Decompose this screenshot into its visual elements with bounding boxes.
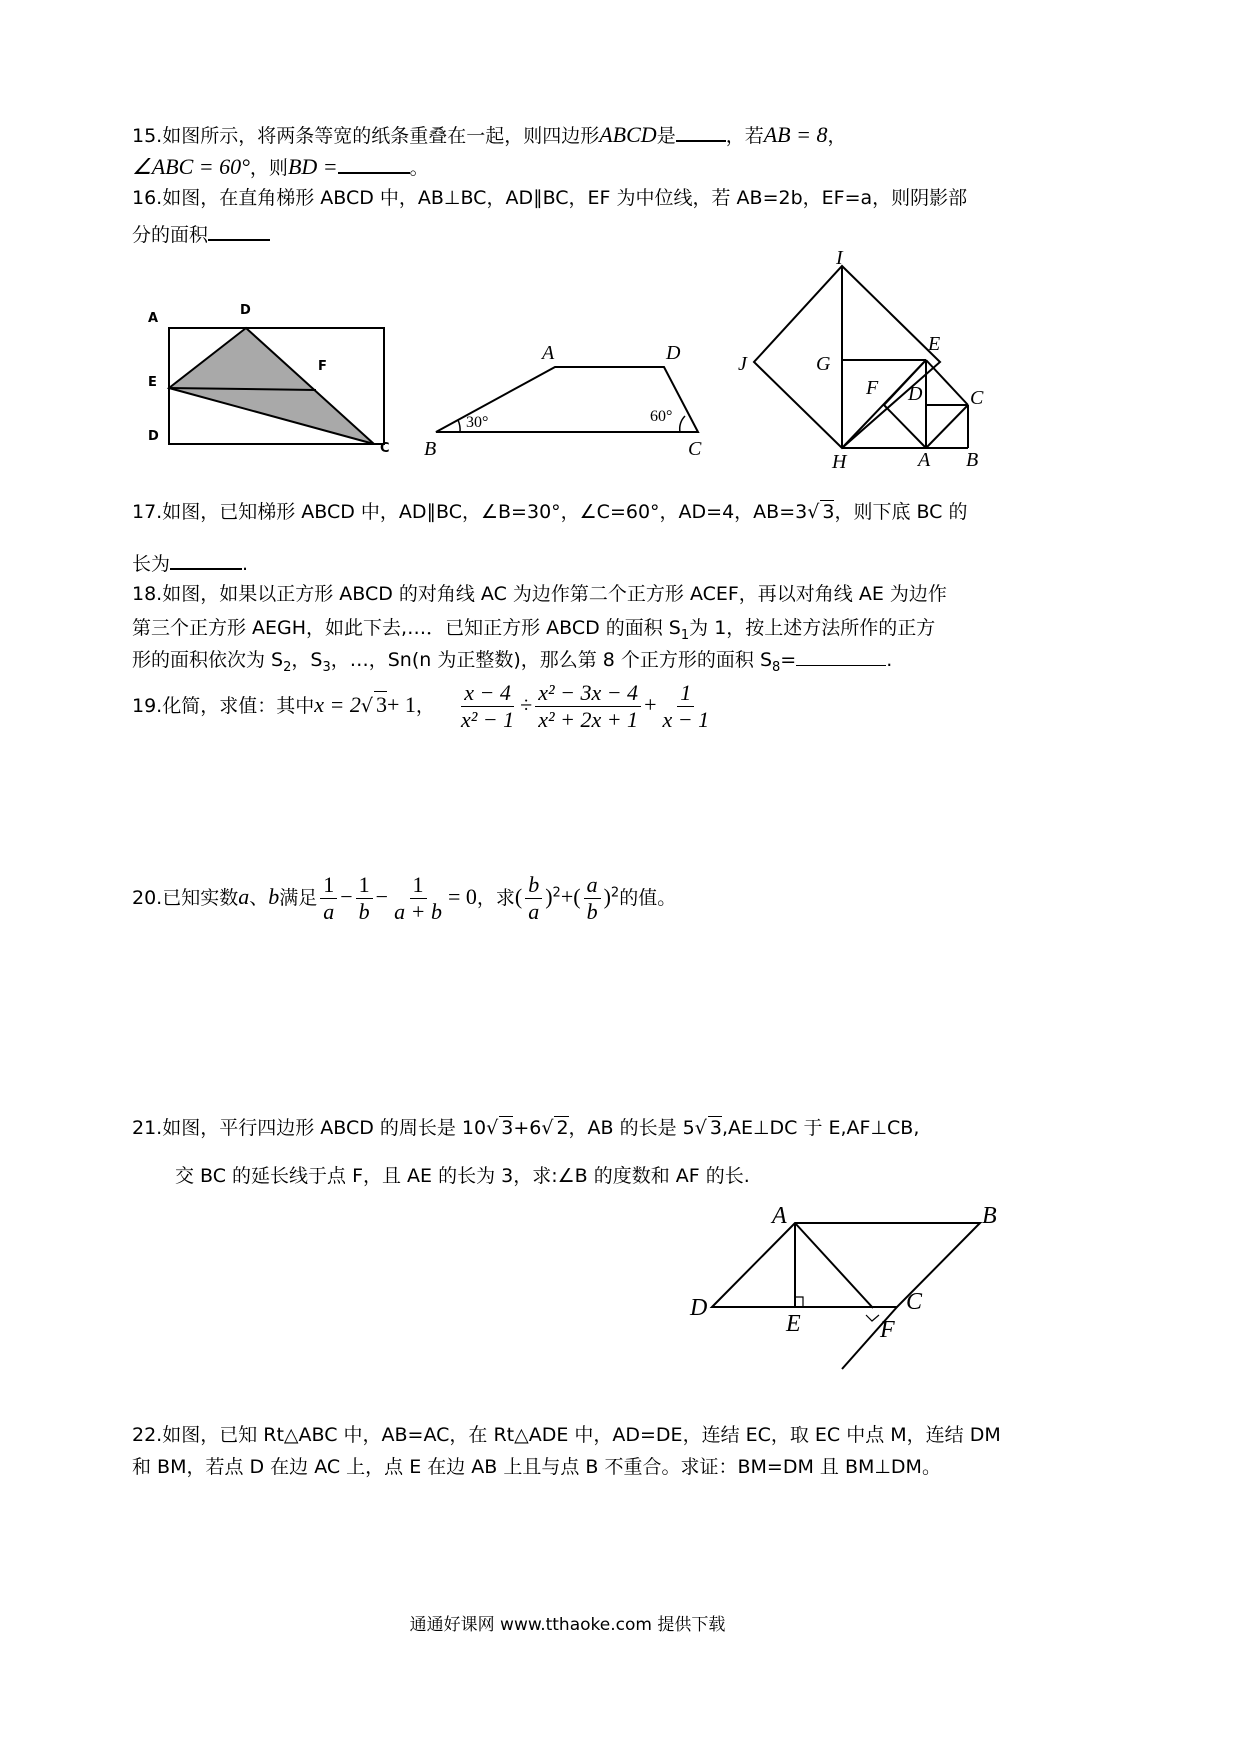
text: 19.化简，求值：其中 xyxy=(132,695,315,717)
label-j: J xyxy=(738,353,747,375)
denominator: b xyxy=(358,899,370,924)
fraction-1-over-a-plus-b xyxy=(391,872,445,925)
sqrt-symbol: √ xyxy=(807,501,820,523)
fraction-3 xyxy=(659,680,712,733)
numerator: 1 xyxy=(320,872,337,899)
text: +6 xyxy=(513,1117,542,1139)
paren: ( xyxy=(573,884,581,909)
text: 第三个正方形 AEGH，如此下去,…．已知正方形 ABCD 的面积 S xyxy=(132,617,681,639)
label-f: F xyxy=(866,377,879,399)
radicand: 2 xyxy=(556,1117,569,1139)
text: ，…，Sn(n 为正整数)，那么第 8 个正方形的面积 S xyxy=(330,649,773,671)
text: ，则下底 BC 的 xyxy=(834,501,968,523)
divide-sign: ÷ xyxy=(520,692,533,717)
problem-20 xyxy=(132,872,676,925)
text: ,AE⊥DC 于 E,AF⊥CB, xyxy=(721,1117,920,1139)
minus-sign: − xyxy=(340,884,353,909)
radicand: 3 xyxy=(375,692,387,717)
figure-16 xyxy=(140,290,400,465)
text: 20.已知实数 xyxy=(132,887,239,909)
text: 形的面积依次为 S xyxy=(132,649,284,671)
angle-arc-b xyxy=(458,420,460,432)
label-f: F xyxy=(318,359,327,374)
label-b: B xyxy=(424,438,437,460)
line-ac xyxy=(926,405,968,448)
fraction-b-over-a xyxy=(525,872,542,925)
label-e: E xyxy=(148,375,157,390)
problem-number: 15. xyxy=(132,125,163,147)
sqrt-symbol: √ xyxy=(486,1117,499,1139)
line-ec xyxy=(926,360,968,405)
subscript: 1 xyxy=(680,627,690,643)
problem-18-line-2 xyxy=(132,616,935,648)
math-b: b xyxy=(268,884,280,909)
text: 的值。 xyxy=(619,887,677,909)
text: ，则 xyxy=(249,157,288,179)
text: ，若 xyxy=(725,125,764,147)
angle-b-text: 30° xyxy=(466,414,489,431)
plus-sign: + xyxy=(560,884,574,909)
line-af xyxy=(795,1223,873,1308)
numerator: 1 xyxy=(410,872,427,899)
problem-17-line-1 xyxy=(132,500,967,524)
answer-blank xyxy=(208,221,270,241)
text: 。 xyxy=(409,157,429,179)
superscript: 2 xyxy=(610,885,620,901)
label-h: H xyxy=(832,451,847,473)
parallelogram xyxy=(712,1223,980,1307)
square-ijhe xyxy=(754,266,940,448)
math-a: a xyxy=(238,884,250,909)
label-b: B xyxy=(966,449,979,471)
label-a: A xyxy=(918,449,931,471)
label-b: B xyxy=(982,1203,997,1229)
label-f: F xyxy=(880,1317,895,1343)
denominator: x − 1 xyxy=(662,707,710,732)
denominator: b xyxy=(586,899,598,924)
label-c: C xyxy=(688,438,702,460)
text: ， xyxy=(827,125,847,147)
denominator: x² + 2x + 1 xyxy=(538,707,639,732)
figure-17 xyxy=(418,335,718,465)
text: = xyxy=(780,649,797,671)
math-angle: ∠ABC = 60° xyxy=(132,154,250,179)
sqrt-symbol: √ xyxy=(360,695,373,717)
label-e: E xyxy=(786,1311,801,1337)
figure-18 xyxy=(738,247,1005,473)
radicand: 3 xyxy=(709,1117,722,1139)
answer-blank xyxy=(676,122,726,142)
label-d-bottom: D xyxy=(148,429,159,444)
numerator: x² − 3x − 4 xyxy=(535,680,641,707)
subscript: 8 xyxy=(772,659,781,675)
problem-18-line-3 xyxy=(132,648,892,680)
text: ， xyxy=(415,695,435,717)
problem-19 xyxy=(132,680,715,733)
footer: 通通好课网 www.tthaoke.com 提供下载 xyxy=(409,1615,726,1635)
label-a: A xyxy=(148,311,159,326)
numerator: 1 xyxy=(677,680,694,707)
math-ab: AB = 8 xyxy=(763,122,828,147)
problem-16-line-2 xyxy=(132,221,270,247)
problem-21-line-2: 交 BC 的延长线于点 F，且 AE 的长为 3，求:∠B 的度数和 AF 的长. xyxy=(175,1165,750,1187)
denominator: a xyxy=(323,899,335,924)
answer-blank xyxy=(338,154,410,174)
text: 分的面积 xyxy=(132,224,209,246)
denominator: a + b xyxy=(394,899,442,924)
label-d: D xyxy=(666,342,681,364)
angle-arc-c xyxy=(680,416,685,432)
fraction-a-over-b xyxy=(584,872,601,925)
label-c: C xyxy=(906,1289,923,1315)
label-g: G xyxy=(816,353,831,375)
problem-15-line-2 xyxy=(132,154,429,180)
numerator: 1 xyxy=(356,872,373,899)
paren: ) xyxy=(545,884,553,909)
problem-16-line-1: 16.如图，在直角梯形 ABCD 中，AB⊥BC，AD∥BC，EF 为中位线，若 AB=2b，EF=a，则阴影部 xyxy=(132,187,968,209)
text: ，求 xyxy=(476,887,515,909)
problem-17-line-2 xyxy=(132,550,248,576)
radicand: 3 xyxy=(822,501,835,523)
problem-18-line-1: 18.如图，如果以正方形 ABCD 的对角线 AC 为边作第二个正方形 ACEF，再以对角线 AE 为边作 xyxy=(132,583,947,605)
subscript: 2 xyxy=(283,659,292,675)
text: . xyxy=(886,649,893,671)
numerator: b xyxy=(525,872,542,899)
math-plus-one: + 1 xyxy=(386,692,416,717)
text: 满足 xyxy=(279,887,318,909)
label-a: A xyxy=(772,1203,787,1229)
figure-21 xyxy=(690,1205,1015,1380)
line-fa xyxy=(884,405,926,448)
text: 17.如图，已知梯形 ABCD 中，AD∥BC，∠B=30°，∠C=60°，AD=4，AB=3 xyxy=(132,501,808,523)
sqrt-symbol: √ xyxy=(694,1117,707,1139)
text: ，AB 的长是 5 xyxy=(568,1117,695,1139)
label-c: C xyxy=(970,387,984,409)
fraction-1-over-a xyxy=(320,872,337,925)
fraction-2 xyxy=(535,680,641,733)
label-e: E xyxy=(928,333,941,355)
answer-blank xyxy=(170,550,242,570)
text: ，S xyxy=(291,649,323,671)
subscript: 3 xyxy=(322,659,331,675)
radicand: 3 xyxy=(501,1117,514,1139)
math-bd: BD = xyxy=(287,154,338,179)
label-d: D xyxy=(908,383,923,405)
text: 是 xyxy=(656,125,676,147)
text: 长为 xyxy=(132,553,171,575)
text: 如图所示，将两条等宽的纸条重叠在一起，则四边形 xyxy=(162,125,600,147)
right-angle-f xyxy=(866,1315,879,1321)
text: . xyxy=(242,553,249,575)
paren: ( xyxy=(514,884,523,909)
fraction-1 xyxy=(458,680,517,733)
label-d: D xyxy=(690,1295,708,1321)
problem-15-line-1 xyxy=(132,122,846,148)
label-i: I xyxy=(836,247,843,269)
angle-c-text: 60° xyxy=(650,408,673,425)
right-angle-e xyxy=(795,1297,803,1307)
numerator: a xyxy=(584,872,601,899)
paren: ) xyxy=(603,884,611,909)
label-d-top: D xyxy=(240,303,251,318)
answer-blank xyxy=(796,651,886,666)
math-x: x = 2 xyxy=(314,692,361,717)
text: 21.如图，平行四边形 ABCD 的周长是 10 xyxy=(132,1117,487,1139)
fraction-1-over-b xyxy=(356,872,373,925)
math-abcd: ABCD xyxy=(599,122,657,147)
superscript: 2 xyxy=(552,885,561,901)
sqrt-symbol: √ xyxy=(541,1117,554,1139)
text: 为 1，按上述方法所作的正方 xyxy=(689,617,936,639)
denominator: a xyxy=(528,899,540,924)
problem-22-line-2: 和 BM，若点 D 在边 AC 上，点 E 在边 AB 上且与点 B 不重合。求证：BM=DM 且 BM⊥DM。 xyxy=(132,1456,941,1478)
problem-21-line-1 xyxy=(132,1116,919,1140)
label-c: C xyxy=(380,441,390,456)
minus-sign: − xyxy=(375,884,389,909)
numerator: x − 4 xyxy=(461,680,514,707)
plus-sign: + xyxy=(644,692,657,717)
text: 、 xyxy=(249,887,269,909)
label-a: A xyxy=(542,342,555,364)
shaded-triangle xyxy=(169,328,374,444)
denominator: x² − 1 xyxy=(460,707,515,732)
problem-22-line-1: 22.如图，已知 Rt△ABC 中，AB=AC，在 Rt△ADE 中，AD=DE，连结 EC，取 EC 中点 M，连结 DM xyxy=(132,1424,1001,1446)
equals-zero: = 0 xyxy=(447,884,477,909)
